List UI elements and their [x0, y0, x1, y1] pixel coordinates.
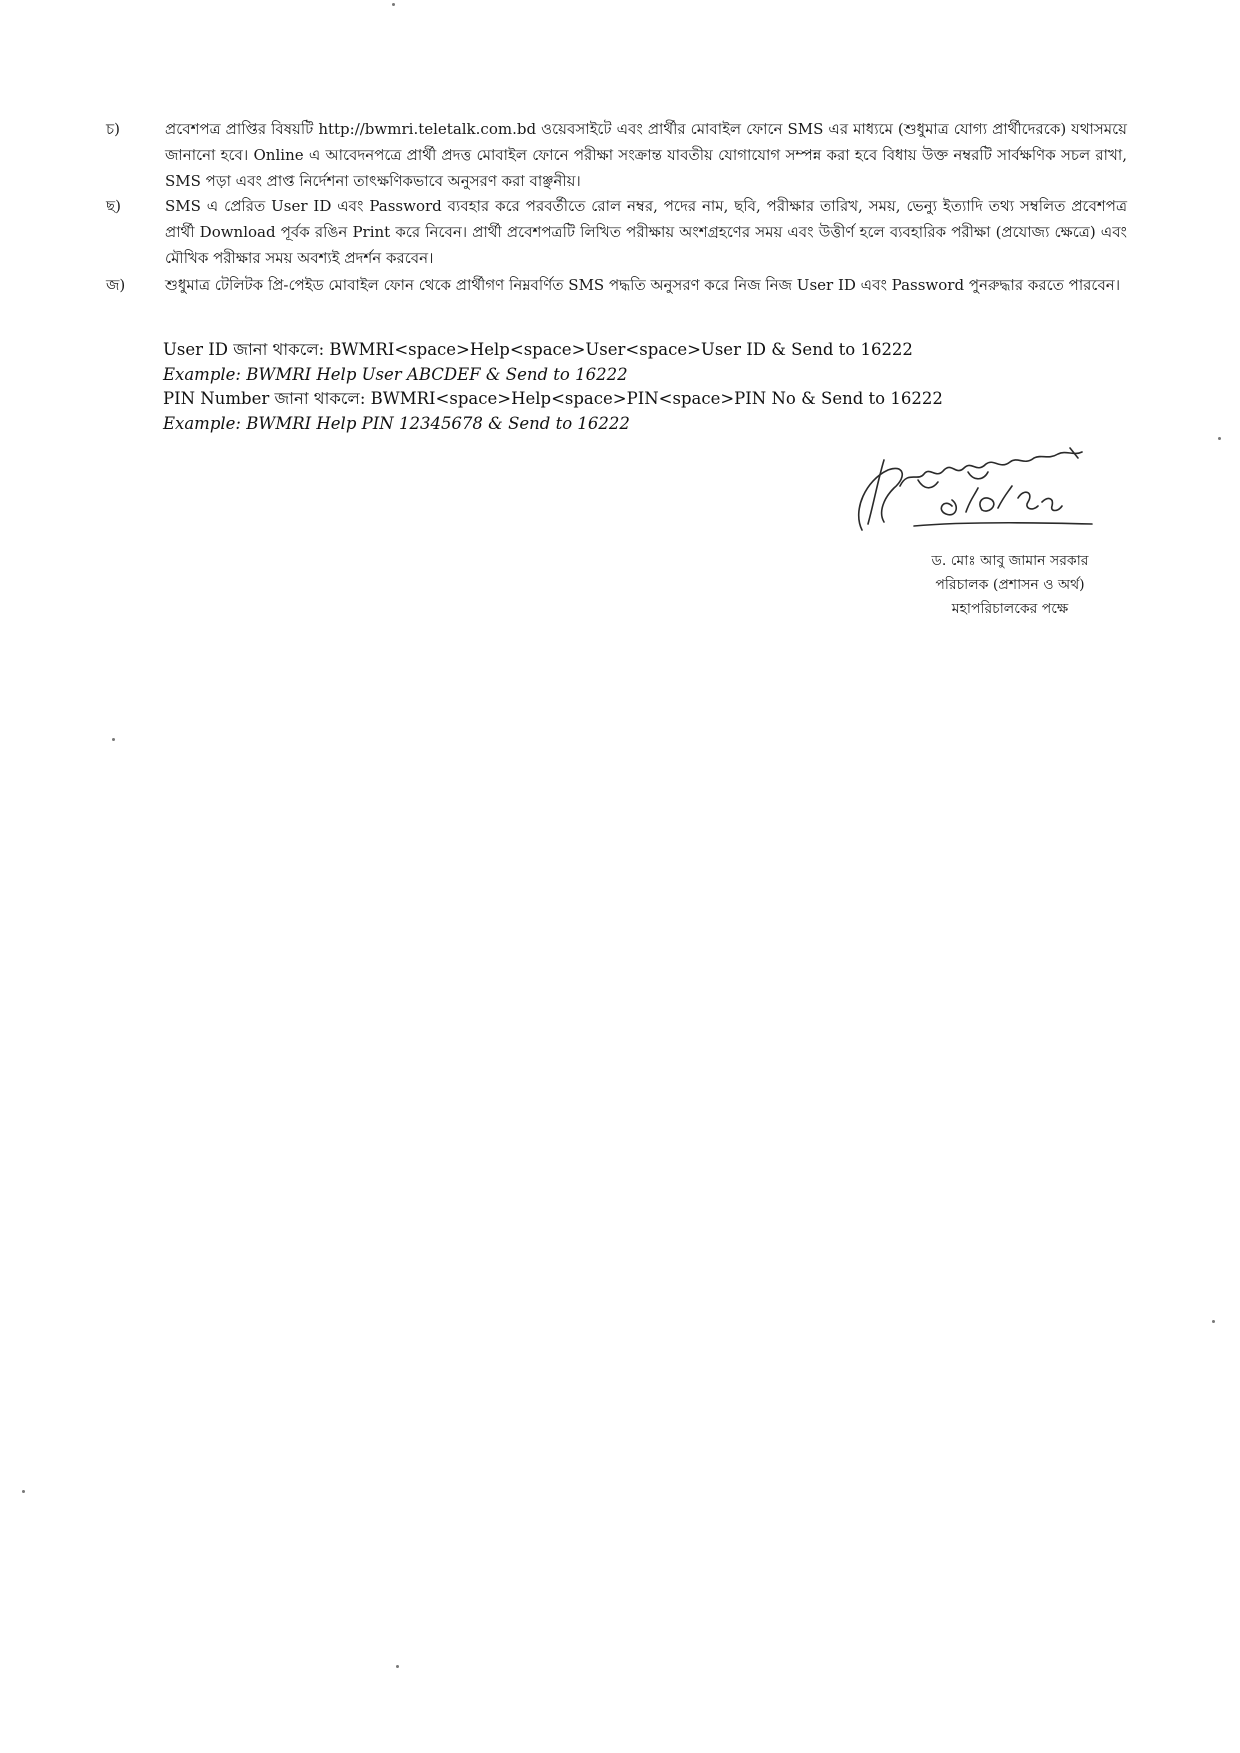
- signer-designation: পরিচালক (প্রশাসন ও অর্থ): [935, 577, 1085, 593]
- signer-name: ড. মোঃ আবু জামান সরকার: [931, 553, 1089, 569]
- item-text: শুধুমাত্র টেলিটক প্রি-পেইড মোবাইল ফোন থেকে প্রার্থীগণ নিম্নবর্ণিত SMS পদ্ধতি অনুসরণ করে নিজ নিজ User ID এবং Password পুনরুদ্ধার করতে পারবেন।: [165, 276, 1121, 294]
- scan-speck: [1218, 437, 1221, 440]
- item-text: প্রবেশপত্র প্রাপ্তির বিষয়টি http://bwmri.teletalk.com.bd ওয়েবসাইটে এবং প্রার্থীর মোবাইল ফোনে SMS এর মাধ্যমে (শুধুমাত্র যোগ্য প্রার্থীদেরকে) যথাসময়ে জানানো হবে। Online এ আবেদনপত্রে প্রার্থী প্রদত্ত মোবাইল ফোনে পরীক্ষা সংক্রান্ত যাবতীয় যোগাযোগ সম্পন্ন করা হবে বিধায় উক্ত নম্বরটি সার্বক্ষণিক সচল রাখা, SMS পড়া এবং প্রাপ্ত নির্দেশনা তাৎক্ষণিকভাবে অনুসরণ করা বাঞ্ছনীয়।: [165, 120, 1127, 190]
- scan-speck: [1212, 1320, 1215, 1323]
- sms-instructions: [163, 338, 963, 436]
- scan-speck: [22, 1490, 25, 1493]
- item-text: SMS এ প্রেরিত User ID এবং Password ব্যবহার করে পরবর্তীতে রোল নম্বর, পদের নাম, ছবি, পরীক্ষার তারিখ, সময়, ভেন্যু ইত্যাদি তথ্য সম্বলিত প্রবেশপত্র প্রার্থী Download পূর্বক রঙিন Print করে নিবেন। প্রার্থী প্রবেশপত্রটি লিখিত পরীক্ষায় অংশগ্রহণের সময় এবং উত্তীর্ণ হলে ব্যবহারিক পরীক্ষা (প্রযোজ্য ক্ষেত্রে) এবং মৌখিক পরীক্ষার সময় অবশ্যই প্রদর্শন করবেন।: [165, 197, 1127, 267]
- scan-speck: [392, 3, 395, 6]
- sms-pin-example: Example: BWMRI Help PIN 12345678 & Send to 16222: [163, 413, 630, 433]
- sms-pin-instruction: PIN Number জানা থাকলে: BWMRI<space>Help<space>PIN<space>PIN No & Send to 16222: [163, 389, 943, 408]
- scan-speck: [396, 1665, 399, 1668]
- scan-speck: [112, 738, 115, 741]
- item-marker: ছ): [106, 197, 121, 215]
- signer-block: [900, 549, 1120, 621]
- sms-user-id-instruction: User ID জানা থাকলে: BWMRI<space>Help<space>User<space>User ID & Send to 16222: [163, 340, 913, 359]
- signature-ink: [848, 440, 1098, 550]
- item-marker: চ): [106, 120, 120, 138]
- item-marker: জ): [106, 276, 126, 294]
- handwritten-signature: [848, 440, 1098, 550]
- signer-on-behalf: মহাপরিচালকের পক্ষে: [951, 601, 1069, 617]
- sms-user-id-example: Example: BWMRI Help User ABCDEF & Send to 16222: [163, 364, 628, 384]
